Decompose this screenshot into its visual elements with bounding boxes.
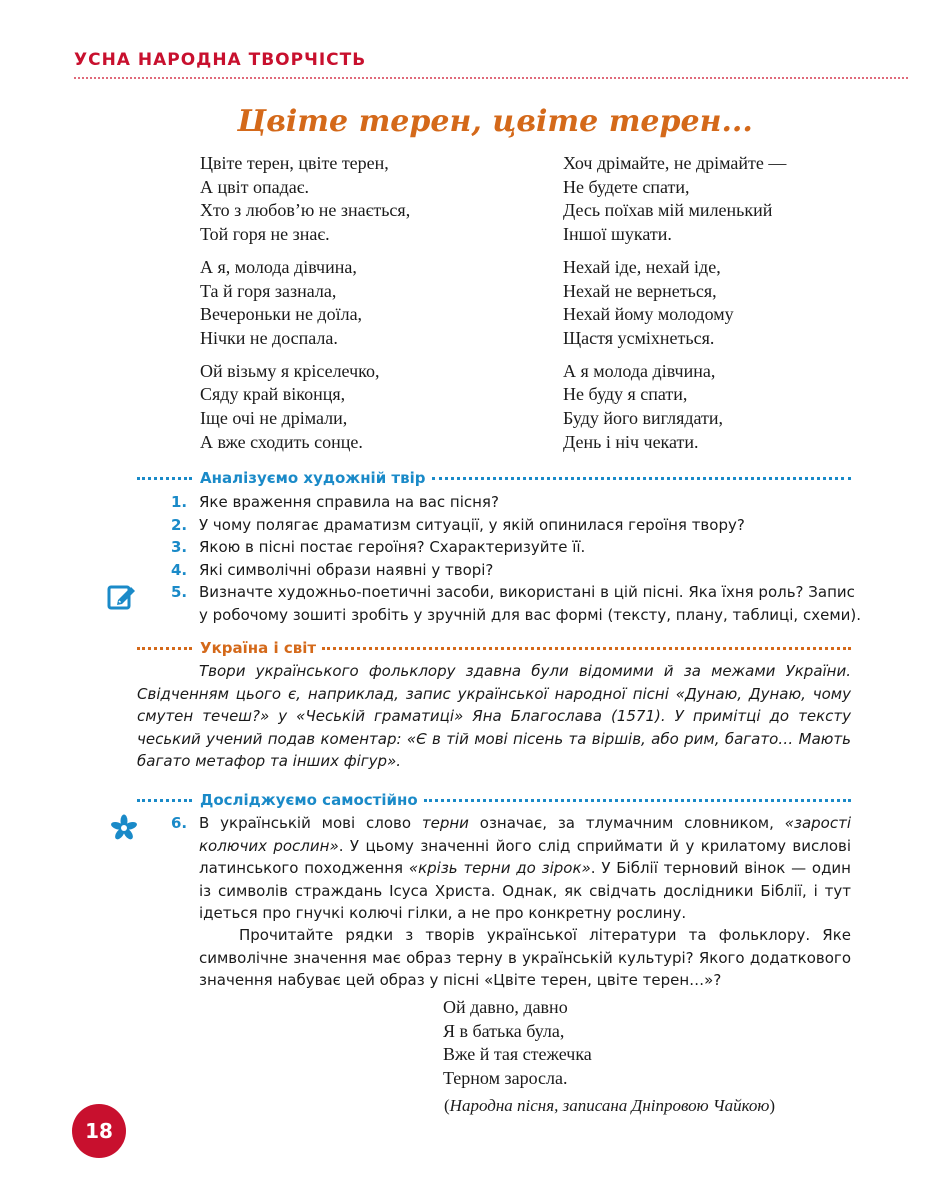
stanza: [200, 256, 410, 351]
question-item: [171, 491, 861, 514]
research-paragraph: [199, 812, 851, 925]
verse-line: Буду його виглядати,: [563, 408, 724, 429]
question-number: 1.: [171, 493, 188, 511]
stanza: [200, 152, 410, 247]
verse-line: Не буду я спати,: [563, 384, 688, 405]
question-text: У чому полягає драматизм ситуації, у якій опинилася героїня твору?: [199, 515, 745, 534]
question-item: [171, 514, 861, 537]
dotted-rule: [137, 477, 192, 480]
question-item: [171, 536, 861, 559]
verse-line: Нехай іде, нехай іде,: [563, 256, 721, 277]
world-heading-text: Україна і світ: [200, 639, 317, 657]
dotted-rule: [137, 647, 192, 650]
verse-line: Нехай йому молодому: [563, 304, 734, 325]
verse-line: А цвіт опадає.: [200, 176, 309, 197]
verse-line: Іншої шукати.: [563, 224, 672, 245]
question-number: 5.: [171, 583, 188, 601]
research-heading: [137, 789, 851, 811]
question-text: Яке враження справила на вас пісня?: [199, 493, 499, 511]
verse-line: Я в батька була,: [443, 1020, 565, 1041]
verse-line: Не будете спати,: [563, 176, 690, 197]
question-number: 3.: [171, 538, 188, 556]
question-item: [171, 559, 861, 582]
verse-line: Нехай не вернеться,: [563, 280, 717, 301]
header-divider: [74, 77, 908, 79]
verse-line: Той горя не знає.: [200, 224, 330, 245]
analysis-heading: [137, 467, 851, 489]
verse-line: Десь поїхав мій миленький: [563, 200, 773, 221]
text-run: . У цьому значенні його слід сприймати й у крилатому вислові латинського походження: [199, 836, 851, 877]
pencil-note-icon: [107, 582, 137, 612]
verse-line: Іще очі не дрімали,: [200, 408, 348, 429]
stanza: [563, 360, 786, 455]
research-task: Прочитайте рядки з творів української літератури та фольклору. Яке символічне значення має образ терну в українській культурі? Якого додаткового значення набуває цей образ у пісні «Цвіте терен, цвіте терен…»?: [199, 926, 851, 989]
latin-phrase: «крізь терни до зірок»: [408, 859, 591, 877]
question-text: Визначте художньо-поетичні засоби, використані в цій пісні. Яка їхня роль? Запис у робочому зошиті зробіть у зручній для вас формі (тексту, плану, таблиці, схеми).: [199, 583, 862, 624]
paren-open: (: [444, 1096, 450, 1115]
verse-line: Цвіте терен, цвіте терен,: [200, 153, 389, 173]
world-heading: [137, 637, 851, 659]
poem-column-left: [200, 152, 410, 463]
question-text: Які символічні образи наявні у творі?: [199, 560, 494, 579]
analysis-heading-text: Аналізуємо художній твір: [200, 469, 426, 487]
stanza: [200, 360, 410, 455]
dotted-rule: [137, 799, 192, 802]
term-word: терни: [421, 814, 469, 832]
section-title: УСНА НАРОДНА ТВОРЧІСТЬ: [74, 50, 367, 70]
source-text: Народна пісня, записана Дніпровою Чайкою: [449, 1096, 770, 1115]
quote-source: [444, 1096, 775, 1116]
text-run: означає, за тлумачним словником,: [468, 814, 785, 832]
verse-line: А вже сходить сонце.: [200, 431, 363, 452]
verse-line: Хто з любов’ю не знається,: [200, 200, 411, 221]
question-number: 4.: [171, 560, 188, 579]
verse-line: Терном заросла.: [443, 1067, 568, 1088]
text-run: . У Біблії терновий вінок — один із символів страждань Ісуса Христа. Однак, як свідчать дослідники Біблії, і тут ідеться про гнучкі колючі гілки, а не про конкретну рослину.: [199, 859, 851, 922]
question-text: Якою в пісні постає героїня? Схарактеризуйте її.: [199, 538, 586, 556]
question-item: [171, 581, 861, 626]
stanza: [563, 152, 786, 247]
poem-title: Цвіте терен, цвіте терен...: [237, 104, 753, 139]
verse-line: Щастя усміхнеться.: [563, 327, 715, 348]
dotted-rule: [322, 647, 851, 650]
asterisk-flower-icon: [109, 813, 139, 843]
world-text: Твори українського фольклору здавна були відомими й за межами України. Свідченням цього є, наприклад, запис української народної пісні «Дунаю, Дунаю, чому смутен течеш?» у «Чеській граматиці» Яна Благослава (1571). У примітці до тексту чеський учений подав коментар: «Є в тій мові пісень та віршів, або рим, багато… Мають багато метафор та інших фігур».: [137, 662, 851, 770]
question-number: 2.: [171, 515, 188, 534]
verse-line: Ой візьму я кріселечко,: [200, 360, 380, 381]
verse-line: Вже й тая стежечка: [443, 1044, 592, 1064]
verse-line: А я молода дівчина,: [563, 360, 716, 381]
verse-line: Хоч дрімайте, не дрімайте —: [563, 153, 787, 173]
paren-close: ): [769, 1096, 776, 1115]
text-run: В українській мові слово: [199, 814, 422, 832]
verse-line: Вечероньки не доїла,: [200, 304, 363, 325]
verse-line: А я, молода дівчина,: [200, 256, 357, 277]
research-number: 6.: [171, 814, 188, 832]
verse-line: Нічки не доспала.: [200, 327, 338, 348]
poem-column-right: [563, 152, 786, 463]
stanza: [563, 256, 786, 351]
definition: «зарості колючих рослин»: [199, 814, 851, 855]
question-list: [171, 491, 861, 626]
verse-line: Ой давно, давно: [443, 997, 568, 1017]
research-heading-text: Досліджуємо самостійно: [200, 791, 418, 809]
page-number: 18: [72, 1104, 126, 1158]
dotted-rule: [432, 477, 852, 480]
verse-line: Сяду край віконця,: [200, 384, 346, 405]
verse-line: Та й горя зазнала,: [200, 280, 337, 301]
dotted-rule: [424, 799, 851, 802]
verse-line: День і ніч чекати.: [563, 431, 699, 452]
quoted-verse: [443, 996, 592, 1090]
